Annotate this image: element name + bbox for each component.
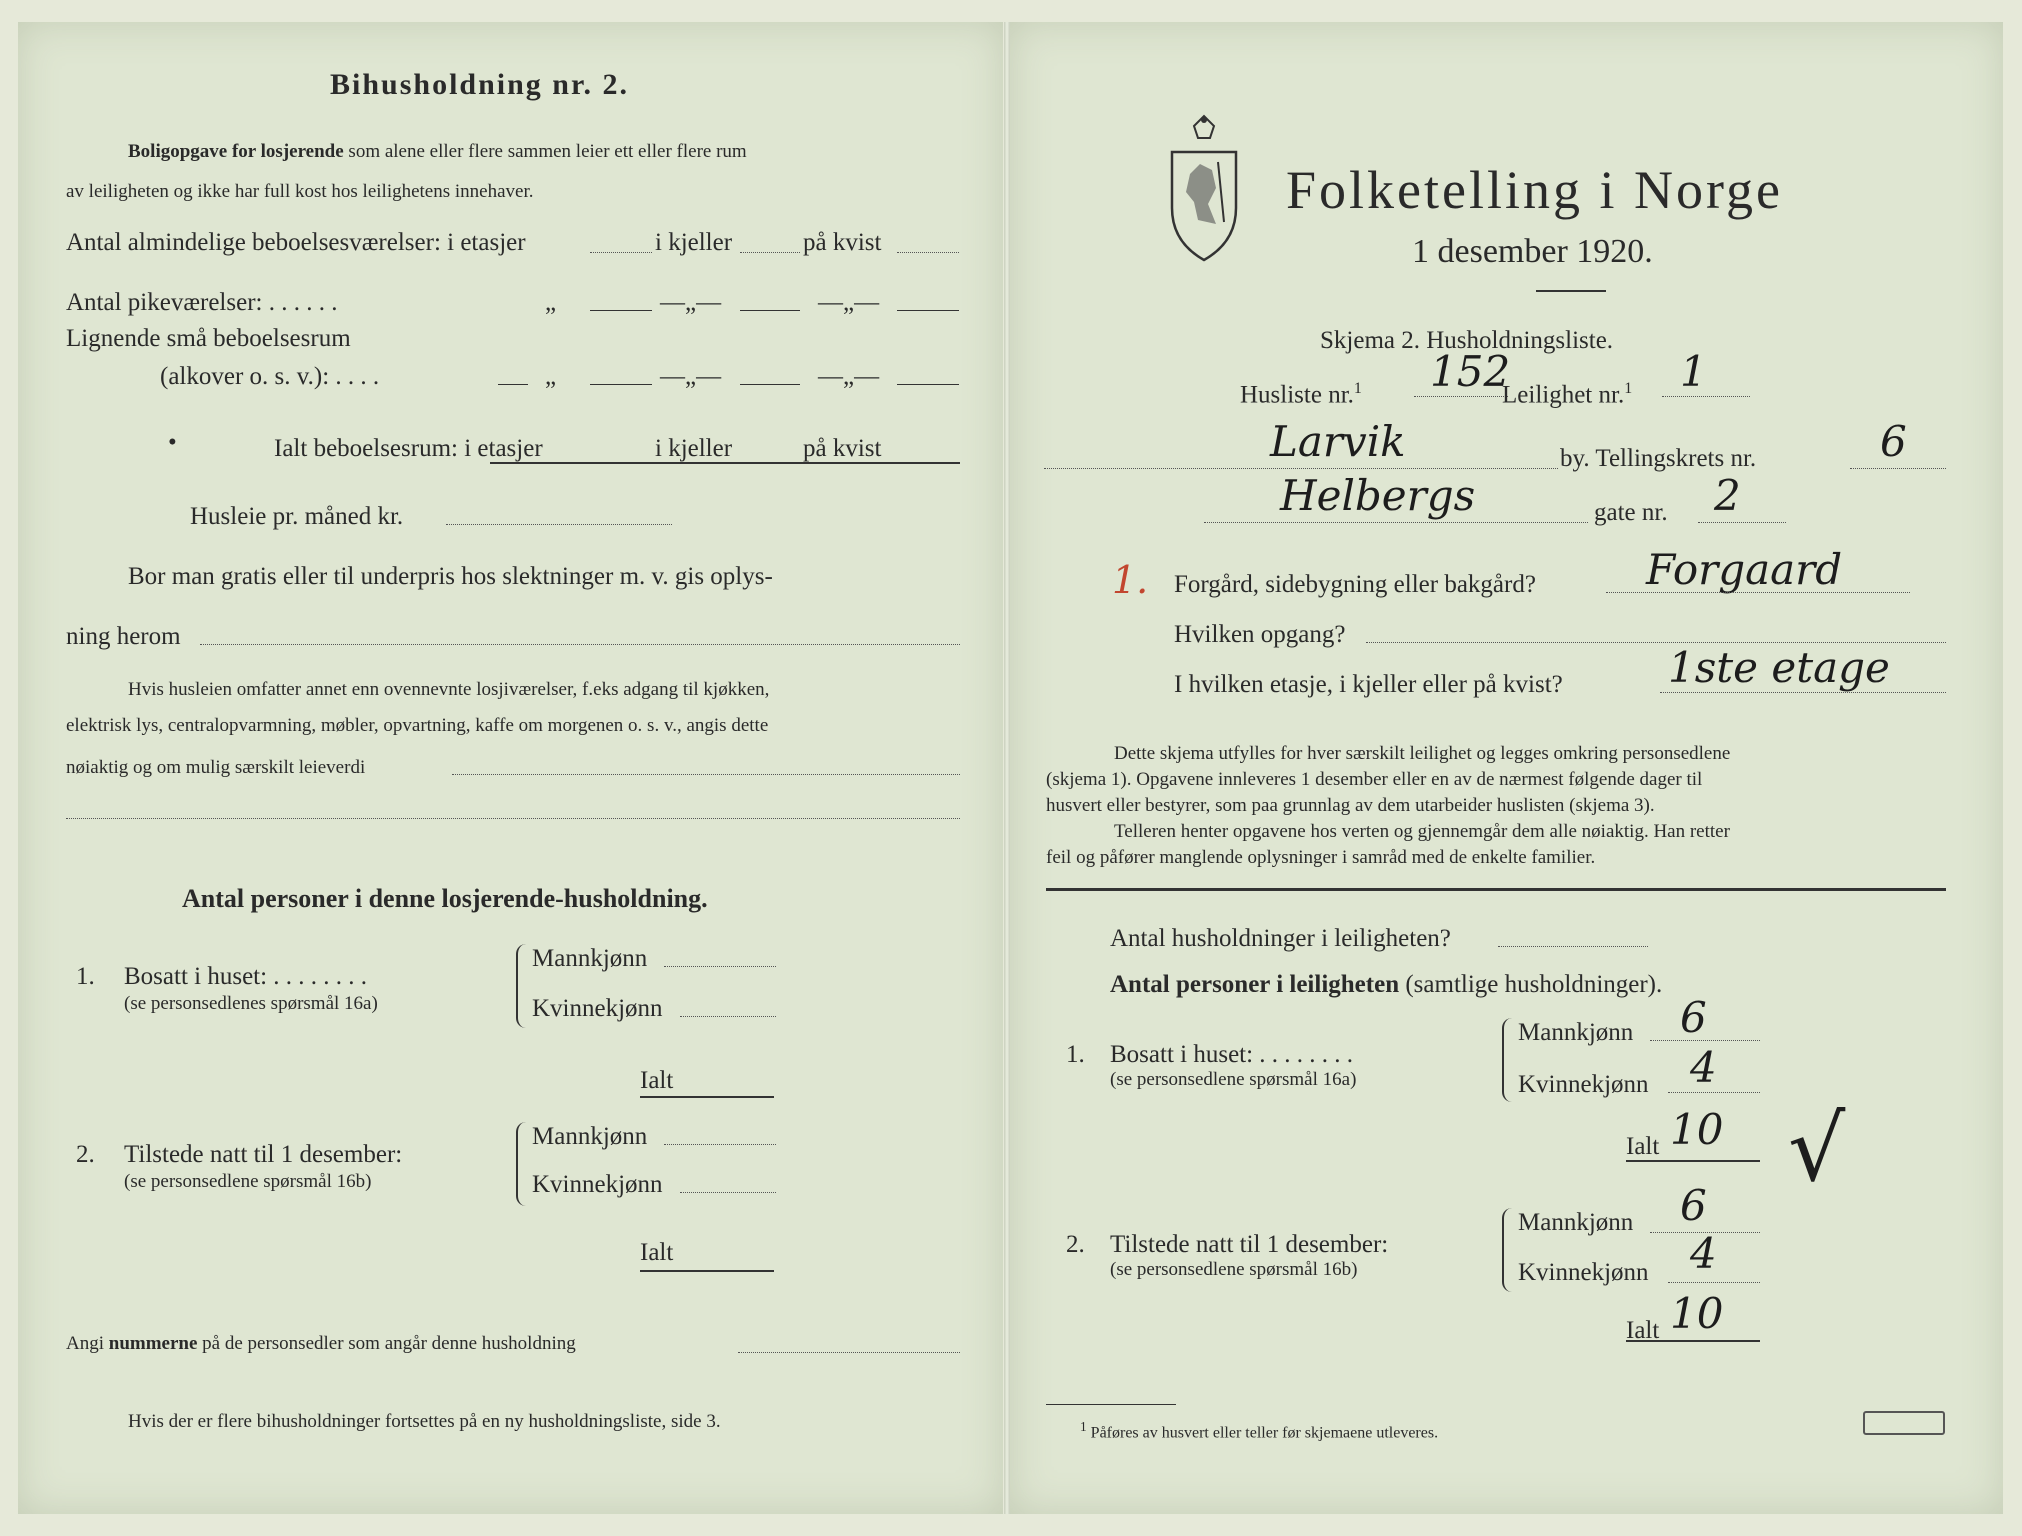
gate-label: gate nr. bbox=[1594, 499, 1668, 526]
lignende-quote: „ bbox=[545, 363, 557, 390]
right-q2-mann-label: Mannkjønn bbox=[1518, 1209, 1634, 1236]
pike-label: Antal pikeværelser: . . . . . . bbox=[66, 289, 338, 316]
leilighet-label bbox=[1502, 374, 1632, 410]
ialt-rooms-underline bbox=[490, 462, 960, 464]
left-q1-brace bbox=[516, 944, 528, 1028]
dette-line-5: feil og påfører manglende oplysninger i samråd med de enkelte familier. bbox=[1046, 847, 1596, 868]
right-q1-mann-field[interactable] bbox=[1650, 1040, 1760, 1041]
check-mark-icon: √ bbox=[1788, 1097, 1846, 1202]
left-q2-sub: (se personsedlene spørsmål 16b) bbox=[124, 1171, 372, 1192]
dette-line-4: Telleren henter opgavene hos verten og gjennemgår dem alle nøiaktig. Han retter bbox=[1114, 821, 1730, 842]
left-q1-number: 1. bbox=[76, 963, 95, 990]
footnote-rule bbox=[1046, 1404, 1176, 1405]
intro-bold: Boligopgave for losjerende bbox=[128, 141, 344, 162]
left-q2-ialt-field[interactable] bbox=[640, 1270, 774, 1272]
angi-suffix: på de personsedler som angår denne husholdning bbox=[202, 1333, 576, 1354]
forgard-value[interactable]: Forgaard bbox=[1646, 545, 1843, 594]
skjema-label: Skjema 2. Husholdningsliste. bbox=[1320, 327, 1614, 354]
ialt-kvist-label: på kvist bbox=[803, 435, 882, 462]
footnote bbox=[1080, 1416, 1438, 1444]
left-q2-brace bbox=[516, 1122, 528, 1206]
right-q2-ialt-field[interactable] bbox=[1626, 1340, 1760, 1342]
rooms-kjeller-label: i kjeller bbox=[655, 229, 733, 256]
right-title: Folketelling i Norge bbox=[1286, 160, 1783, 220]
husliste-value[interactable]: 152 bbox=[1430, 347, 1511, 396]
hvis-flere-note: Hvis der er flere bihusholdninger fortsettes på en ny husholdningsliste, side 3. bbox=[128, 1411, 721, 1432]
right-q1-mann-label: Mannkjønn bbox=[1518, 1019, 1634, 1046]
intro-line-2: av leiligheten og ikke har full kost hos leilighetens innehaver. bbox=[66, 181, 534, 202]
left-q1-mann-field[interactable] bbox=[664, 966, 776, 967]
right-q2-kvinne-label: Kvinnekjønn bbox=[1518, 1259, 1649, 1286]
lignende-dash-1: —„— bbox=[660, 363, 722, 390]
right-q2-sub: (se personsedlene spørsmål 16b) bbox=[1110, 1259, 1358, 1280]
antal-personer-rest: (samtlige husholdninger). bbox=[1405, 971, 1663, 998]
left-q1-mann-label: Mannkjønn bbox=[532, 945, 648, 972]
rooms-kjeller-field[interactable] bbox=[740, 252, 800, 253]
antal-personer-bold: Antal personer i leiligheten bbox=[1110, 971, 1400, 998]
rooms-kvist-field[interactable] bbox=[897, 252, 959, 253]
pike-quote: „ bbox=[545, 289, 557, 316]
right-q1-brace bbox=[1502, 1018, 1514, 1102]
right-q1-kvinne-field[interactable] bbox=[1668, 1092, 1760, 1093]
right-q1-number: 1. bbox=[1066, 1041, 1085, 1068]
left-q2-kvinne-label: Kvinnekjønn bbox=[532, 1171, 663, 1198]
husleie-field[interactable] bbox=[446, 524, 672, 525]
pike-kvist-field[interactable] bbox=[897, 310, 959, 311]
by-krets-label: by. Tellingskrets nr. bbox=[1560, 445, 1757, 472]
lignende-kjeller-field[interactable] bbox=[740, 384, 800, 385]
dette-line-3: husvert eller bestyrer, som paa grunnlag av dem utarbeider huslisten (skjema 3). bbox=[1046, 795, 1655, 816]
right-q1-label: Bosatt i huset: . . . . . . . . bbox=[1110, 1041, 1354, 1068]
right-q2-ialt-value[interactable]: 10 bbox=[1670, 1289, 1724, 1338]
hvis-line-1: Hvis husleien omfatter annet enn ovennevnte losjiværelser, f.eks adgang til kjøkken, bbox=[128, 679, 770, 700]
city-value[interactable]: Larvik bbox=[1270, 417, 1406, 466]
right-q1-kvinne-label: Kvinnekjønn bbox=[1518, 1071, 1649, 1098]
rooms-etasjer-field[interactable] bbox=[590, 252, 652, 253]
left-q2-number: 2. bbox=[76, 1141, 95, 1168]
left-q2-mann-field[interactable] bbox=[664, 1144, 776, 1145]
pike-etasjer-field[interactable] bbox=[590, 310, 652, 311]
right-q2-kvinne-value[interactable]: 4 bbox=[1690, 1229, 1717, 1278]
rooms-label: Antal almindelige beboelsesværelser: i etasjer bbox=[66, 229, 526, 256]
left-q2-kvinne-field[interactable] bbox=[680, 1192, 776, 1193]
pike-kjeller-field[interactable] bbox=[740, 310, 800, 311]
krets-field[interactable] bbox=[1850, 468, 1946, 469]
section-divider bbox=[1046, 888, 1946, 891]
dette-line-1: Dette skjema utfylles for hver særskilt leilighet og legges omkring personsedlene bbox=[1114, 743, 1731, 764]
angi-field[interactable] bbox=[738, 1352, 960, 1353]
husliste-field[interactable] bbox=[1414, 396, 1508, 397]
right-q1-mann-value[interactable]: 6 bbox=[1680, 993, 1707, 1042]
street-field[interactable] bbox=[1204, 522, 1588, 523]
red-mark: 1. bbox=[1112, 558, 1149, 602]
hvis-line-3: nøiaktig og om mulig særskilt leieverdi bbox=[66, 757, 366, 778]
left-q1-kvinne-label: Kvinnekjønn bbox=[532, 995, 663, 1022]
leieverdi-field-2[interactable] bbox=[66, 818, 960, 819]
forgard-field[interactable] bbox=[1606, 592, 1910, 593]
left-q2-mann-label: Mannkjønn bbox=[532, 1123, 648, 1150]
lignende-kvist-field[interactable] bbox=[897, 384, 959, 385]
right-q2-ialt-label: Ialt bbox=[1626, 1317, 1660, 1344]
right-q2-number: 2. bbox=[1066, 1231, 1085, 1258]
left-q1-ialt-label: Ialt bbox=[640, 1067, 674, 1094]
printer-stamp-icon bbox=[1863, 1411, 1945, 1435]
date-underline bbox=[1536, 290, 1606, 292]
left-q2-label: Tilstede natt til 1 desember: bbox=[124, 1141, 403, 1168]
left-q1-sub: (se personsedlenes spørsmål 16a) bbox=[124, 993, 378, 1014]
etasje-label: I hvilken etasje, i kjeller eller på kvist? bbox=[1174, 671, 1563, 698]
angi-line bbox=[66, 1332, 576, 1356]
antal-personer-heading: Antal personer i denne losjerende-husholdning. bbox=[182, 884, 708, 913]
gate-field[interactable] bbox=[1698, 522, 1786, 523]
right-q2-brace bbox=[1502, 1208, 1514, 1292]
left-q2-ialt-label: Ialt bbox=[640, 1239, 674, 1266]
lignende-etasjer-field[interactable] bbox=[590, 384, 652, 385]
opgang-label: Hvilken opgang? bbox=[1174, 621, 1346, 648]
city-field[interactable] bbox=[1044, 468, 1558, 469]
ialt-kjeller-label: i kjeller bbox=[655, 435, 733, 462]
leilighet-text: Leilighet nr. bbox=[1502, 381, 1625, 409]
lignende-label-1: Lignende små beboelsesrum bbox=[66, 325, 351, 352]
leilighet-footnote-mark: 1 bbox=[1624, 380, 1633, 397]
leilighet-field[interactable] bbox=[1662, 396, 1750, 397]
footnote-mark: 1 bbox=[1080, 1419, 1087, 1434]
ialt-rooms-label: Ialt beboelsesrum: i etasjer bbox=[274, 435, 543, 462]
left-q1-ialt-field[interactable] bbox=[640, 1096, 774, 1098]
etasje-field[interactable] bbox=[1660, 692, 1946, 693]
bullet-mark: • bbox=[168, 429, 177, 456]
right-q2-mann-value[interactable]: 6 bbox=[1680, 1181, 1707, 1230]
pike-dash-1: —„— bbox=[660, 289, 722, 316]
forgard-label: Forgård, sidebygning eller bakgård? bbox=[1174, 571, 1536, 598]
rooms-kvist-label: på kvist bbox=[803, 229, 882, 256]
coat-of-arms-icon bbox=[1164, 112, 1244, 262]
right-q1-ialt-value[interactable]: 10 bbox=[1670, 1105, 1724, 1154]
right-q1-ialt-label: Ialt bbox=[1626, 1133, 1660, 1160]
pike-dash-2: —„— bbox=[818, 289, 880, 316]
angi-prefix: Angi bbox=[66, 1333, 104, 1354]
bor-man-line-2: ning herom bbox=[66, 623, 181, 650]
husleie-label: Husleie pr. måned kr. bbox=[190, 503, 404, 530]
lignende-label-2: (alkover o. s. v.): . . . . bbox=[160, 363, 380, 390]
left-q1-label: Bosatt i huset: . . . . . . . . bbox=[124, 963, 368, 990]
leilighet-value[interactable]: 1 bbox=[1680, 347, 1707, 396]
antal-husholdninger-label: Antal husholdninger i leiligheten? bbox=[1110, 925, 1451, 952]
krets-value[interactable]: 6 bbox=[1880, 417, 1907, 466]
leieverdi-field[interactable] bbox=[452, 774, 960, 775]
right-q2-label: Tilstede natt til 1 desember: bbox=[1110, 1231, 1389, 1258]
lignende-lead bbox=[498, 384, 528, 385]
bor-man-line-1: Bor man gratis eller til underpris hos slektninger m. v. gis oplys- bbox=[128, 563, 773, 590]
hvis-line-2: elektrisk lys, centralopvarmning, møbler, opvartning, kaffe om morgenen o. s. v., angis dette bbox=[66, 715, 769, 736]
footnote-text: Påføres av husvert eller teller før skjemaene utleveres. bbox=[1090, 1424, 1439, 1442]
census-date: 1 desember 1920. bbox=[1412, 233, 1653, 270]
right-q2-kvinne-field[interactable] bbox=[1668, 1282, 1760, 1283]
left-q1-kvinne-field[interactable] bbox=[680, 1016, 776, 1017]
husliste-text: Husliste nr. bbox=[1240, 381, 1354, 409]
right-q1-ialt-field[interactable] bbox=[1626, 1160, 1760, 1162]
intro-rest: som alene eller flere sammen leier ett eller flere rum bbox=[348, 141, 747, 162]
angi-bold: nummerne bbox=[108, 1333, 198, 1354]
husliste-footnote-mark: 1 bbox=[1353, 380, 1362, 397]
dette-line-2: (skjema 1). Opgavene innleveres 1 desember eller en av de nærmest følgende dager til bbox=[1046, 769, 1703, 790]
antal-husholdninger-field[interactable] bbox=[1498, 946, 1648, 947]
right-q1-sub: (se personsedlene spørsmål 16a) bbox=[1110, 1069, 1357, 1090]
antal-personer-line bbox=[1110, 970, 1662, 1000]
intro-line-1 bbox=[128, 140, 747, 164]
right-q1-kvinne-value[interactable]: 4 bbox=[1690, 1043, 1717, 1092]
bor-man-field[interactable] bbox=[200, 644, 960, 645]
husliste-label bbox=[1240, 374, 1362, 410]
lignende-dash-2: —„— bbox=[818, 363, 880, 390]
left-title: Bihusholdning nr. 2. bbox=[330, 68, 630, 101]
gate-value[interactable]: 2 bbox=[1714, 471, 1741, 520]
street-value[interactable]: Helbergs bbox=[1280, 471, 1476, 520]
etasje-value[interactable]: 1ste etage bbox=[1668, 643, 1890, 692]
